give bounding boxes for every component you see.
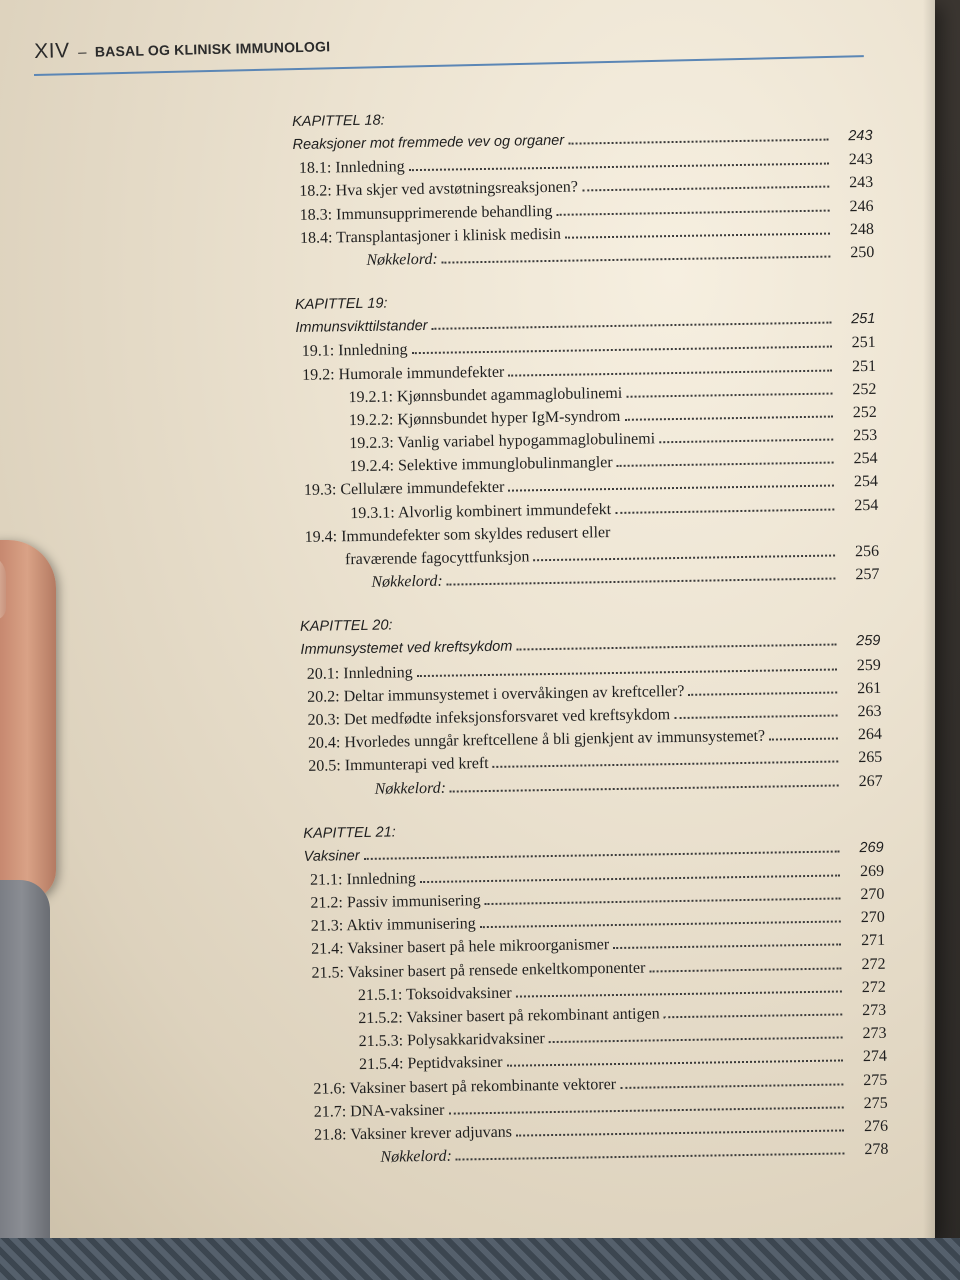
dot-leader: [409, 163, 829, 172]
dot-leader: [420, 874, 840, 883]
entry-text: Nøkkelord:: [366, 250, 438, 269]
chapter-label: KAPITTEL 21:: [303, 824, 396, 842]
entry-page-number: 251: [851, 310, 876, 328]
entry-text: 21.7: DNA-vaksiner: [313, 1101, 445, 1121]
entry-page-number: 270: [860, 909, 885, 927]
entry-text: Reaksjoner mot fremmede vev og organer: [292, 132, 565, 153]
entry-page-number: 254: [853, 450, 878, 468]
dot-leader: [659, 439, 833, 444]
dot-leader: [582, 186, 829, 192]
entry-text: 21.5: Vaksiner basert på rensede enkeltkomponenter: [311, 959, 646, 982]
entry-page-number: 272: [861, 978, 886, 996]
entry-text: 19.2: Humorale immundefekter: [302, 363, 505, 384]
entry-page-number: 256: [854, 542, 880, 561]
dot-leader: [557, 209, 830, 215]
entry-page-number: 263: [857, 702, 882, 721]
entry-page-number: 272: [861, 955, 886, 973]
dot-leader: [442, 255, 831, 263]
entry-text: Nøkkelord:: [380, 1147, 452, 1166]
dot-leader: [456, 1153, 845, 1161]
dot-leader: [674, 714, 837, 719]
toc-chapter: [295, 284, 880, 595]
entry-page-number: 264: [857, 725, 883, 744]
roman-page-number: XIV: [34, 39, 70, 63]
entry-page-number: 274: [862, 1048, 888, 1066]
chapter-label: KAPITTEL 20:: [300, 617, 393, 636]
dot-leader: [493, 761, 839, 768]
dot-leader: [568, 139, 828, 145]
entry-text: 19.1: Innledning: [301, 341, 408, 361]
entry-page-number: [839, 533, 879, 534]
entry-text: 19.4: Immundefekter som skyldes redusert eller: [304, 523, 611, 546]
entry-text: 18.1: Innledning: [298, 158, 405, 178]
entry-text: Nøkkelord:: [374, 779, 447, 798]
dot-leader: [614, 533, 834, 536]
dot-leader: [649, 967, 841, 972]
entry-text: 20.5: Immunterapi ved kreft: [308, 755, 489, 776]
entry-text: 19.2.4: Selektive immunglobulinmangler: [349, 454, 613, 476]
fabric-background: [0, 1238, 960, 1280]
entry-text: 21.8: Vaksiner krever adjuvans: [313, 1123, 513, 1144]
entry-page-number: 261: [857, 679, 882, 697]
table-of-contents: [292, 101, 889, 1190]
entry-text: 21.1: Innledning: [309, 870, 416, 889]
entry-page-number: 271: [860, 932, 886, 950]
toc-chapter: [303, 812, 888, 1170]
dot-leader: [508, 485, 834, 492]
dot-leader: [412, 346, 832, 355]
dot-leader: [508, 369, 832, 376]
entry-text: 21.3: Aktiv immunisering: [310, 915, 476, 936]
entry-page-number: 273: [862, 1024, 887, 1043]
dot-leader: [664, 1013, 843, 1018]
dot-leader: [432, 322, 832, 330]
entry-text: 21.5.2: Vaksiner basert på rekombinant antigen: [358, 1005, 660, 1028]
dot-leader: [364, 850, 840, 859]
dot-leader: [615, 508, 834, 513]
chapter-label: KAPITTEL 19:: [294, 295, 388, 314]
book-title: BASAL OG KLINISK IMMUNOLOGI: [94, 38, 331, 60]
entry-text: 21.4: Vaksiner basert på hele mikroorganismer: [311, 936, 610, 959]
entry-page-number: 246: [849, 197, 874, 215]
entry-page-number: 243: [848, 151, 873, 169]
dot-leader: [626, 392, 832, 397]
entry-page-number: 254: [854, 496, 879, 514]
entry-page-number: 252: [852, 380, 877, 398]
entry-page-number: 275: [863, 1094, 888, 1112]
entry-text: 19.3: Cellulære immundefekter: [303, 479, 505, 500]
entry-text: Vaksiner: [303, 847, 360, 865]
entry-page-number: 278: [864, 1140, 889, 1159]
entry-text: 20.4: Hvorledes unngår kreftcellene å bli gjenkjent av immunsystemet?: [307, 727, 766, 752]
dot-leader: [516, 1129, 844, 1136]
entry-page-number: 252: [852, 403, 877, 422]
entry-page-number: 273: [862, 1001, 887, 1020]
entry-page-number: 259: [856, 656, 881, 674]
entry-page-number: 254: [853, 473, 879, 491]
entry-page-number: 250: [850, 243, 875, 262]
toc-chapter: [292, 101, 874, 273]
dot-leader: [613, 944, 841, 950]
dot-leader: [450, 784, 839, 792]
entry-text: 21.6: Vaksiner basert på rekombinante vektorer: [313, 1075, 617, 1098]
entry-text: 19.2.1: Kjønnsbundet agammaglobulinemi: [348, 384, 623, 406]
entry-text: 19.2.2: Kjønnsbundet hyper IgM-syndrom: [348, 407, 621, 430]
entry-page-number: 265: [858, 749, 883, 767]
header-separator: –: [77, 43, 87, 62]
dot-leader: [688, 691, 837, 695]
entry-page-number: 269: [859, 862, 885, 881]
entry-page-number: 270: [860, 885, 885, 904]
entry-page-number: 276: [863, 1117, 889, 1136]
entry-text: Immunsystemet ved kreftsykdom: [300, 638, 513, 659]
entry-text: Nøkkelord:: [371, 572, 443, 591]
dot-leader: [485, 898, 841, 906]
entry-text: 20.2: Deltar immunsystemet i overvåkingen av kreftceller?: [307, 682, 685, 706]
entry-text: 19.2.3: Vanlig variabel hypogammaglobulinemi: [349, 430, 656, 453]
entry-page-number: 275: [863, 1071, 888, 1089]
thumbnail-nail: [0, 554, 6, 620]
dot-leader: [620, 1083, 843, 1089]
entry-page-number: 251: [851, 334, 876, 352]
dot-leader: [516, 644, 836, 651]
entry-page-number: 259: [856, 633, 881, 650]
thumb: [0, 540, 56, 900]
entry-page-number: 251: [851, 357, 877, 375]
dot-leader: [417, 668, 837, 677]
entry-text: Immunsvikttilstander: [295, 318, 428, 337]
dot-leader: [448, 1106, 843, 1114]
dot-leader: [769, 738, 838, 741]
entry-text: 21.5.4: Peptidvaksiner: [358, 1054, 503, 1074]
entry-text: 20.3: Det medfødte infeksjonsforsvaret ved kreftsykdom: [307, 706, 671, 729]
entry-text: 21.5.3: Polysakkaridvaksiner: [358, 1030, 545, 1051]
dot-leader: [624, 415, 832, 420]
entry-page-number: 267: [858, 772, 883, 790]
entry-page-number: 248: [849, 220, 875, 238]
dot-leader: [516, 990, 842, 997]
entry-page-number: 243: [849, 174, 874, 192]
dot-leader: [533, 555, 835, 562]
sleeve: [0, 880, 50, 1260]
entry-text: 18.2: Hva skjer ved avstøtningsreaksjonen?: [299, 178, 578, 201]
entry-text: 21.5.1: Toksoidvaksiner: [357, 984, 512, 1004]
entry-text: 18.3: Immunsupprimerende behandling: [299, 202, 553, 224]
entry-page-number: 257: [855, 566, 880, 584]
entry-text: 18.4: Transplantasjoner i klinisk medisin: [299, 225, 562, 247]
entry-text: 20.1: Innledning: [306, 663, 413, 683]
entry-text: 21.2: Passiv immunisering: [310, 892, 481, 912]
dot-leader: [507, 1060, 843, 1067]
entry-text: fraværende fagocyttfunksjon: [344, 548, 530, 569]
dot-leader: [565, 232, 830, 238]
chapter-label: KAPITTEL 18:: [292, 112, 385, 130]
entry-page-number: 253: [853, 426, 878, 445]
toc-chapter: [300, 606, 883, 801]
entry-page-number: 269: [859, 839, 884, 856]
dot-leader: [480, 921, 841, 929]
dot-leader: [549, 1037, 843, 1044]
entry-text: 19.3.1: Alvorlig kombinert immundefekt: [350, 500, 612, 522]
dot-leader: [617, 462, 834, 467]
dot-leader: [447, 578, 836, 586]
entry-page-number: 243: [848, 127, 873, 145]
